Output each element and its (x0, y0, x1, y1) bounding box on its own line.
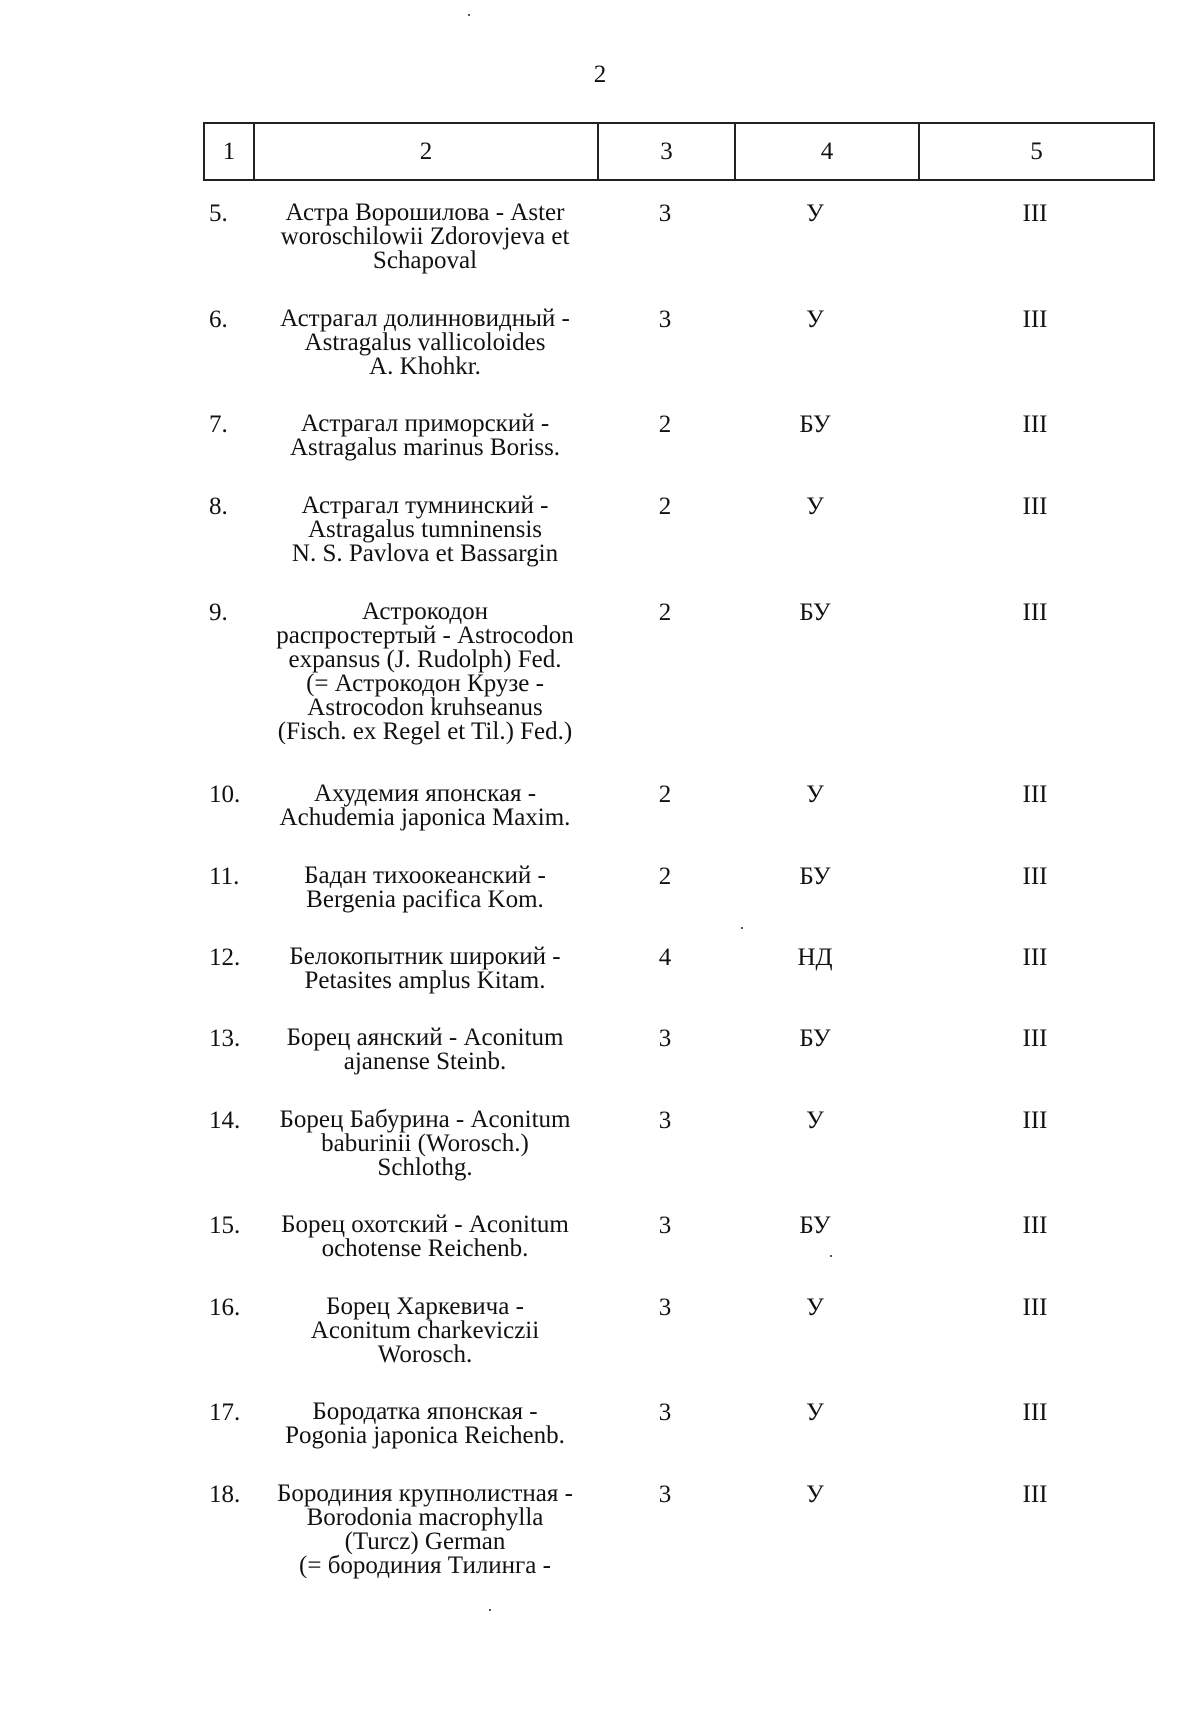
header-col-2: 2 (254, 123, 598, 180)
status-category: 2 (658, 781, 672, 808)
row-number: 7. (209, 411, 228, 438)
row-number: 11. (209, 863, 240, 890)
species-name-line: (Turcz) German (344, 1528, 506, 1555)
species-name-line: Petasites amplus Kitam. (304, 967, 546, 994)
protection-level: III (1022, 493, 1048, 520)
species-name-line: Астрагал долинновидный - (280, 305, 570, 332)
protection-level: III (1022, 781, 1048, 808)
status-category: 2 (658, 411, 672, 438)
status-code: НД (797, 944, 833, 971)
species-name-line: (Fisch. ex Regel et Til.) Fed.) (277, 718, 573, 745)
protection-level: III (1022, 863, 1048, 890)
status-code: У (806, 493, 824, 520)
protection-level: III (1022, 200, 1048, 227)
species-name-line: ajanense Steinb. (343, 1048, 507, 1075)
species-name-line: Ахудемия японская - (313, 780, 537, 807)
row-number: 15. (209, 1212, 241, 1239)
species-name (255, 1400, 595, 1448)
row-number: 6. (209, 306, 228, 333)
status-code: БУ (799, 599, 831, 626)
protection-level: III (1022, 1212, 1048, 1239)
status-code: У (806, 1481, 824, 1508)
status-category: 2 (658, 863, 672, 890)
species-name (255, 600, 595, 744)
species-name-line: Achudemia japonica Maxim. (279, 804, 571, 831)
species-name-line: expansus (J. Rudolph) Fed. (288, 646, 562, 673)
status-category: 3 (658, 306, 672, 333)
species-name-line: N. S. Pavlova et Bassargin (291, 540, 559, 567)
species-name-line: Борец аянский - Aconitum (286, 1024, 564, 1051)
species-name-line: A. Khohkr. (369, 353, 481, 380)
status-code: БУ (799, 1212, 831, 1239)
species-name-line: Борец Бабурина - Aconitum (279, 1106, 571, 1133)
species-name-line: Schapoval (372, 247, 478, 274)
scan-speck (468, 14, 470, 16)
protection-level: III (1022, 944, 1048, 971)
status-code: У (806, 306, 824, 333)
species-name-line: Borodonia macrophylla (306, 1504, 544, 1531)
species-name (255, 1108, 595, 1180)
table-header (203, 122, 1155, 181)
status-category: 4 (658, 944, 672, 971)
row-number: 12. (209, 944, 241, 971)
species-name-line: Astrocodon kruhseanus (307, 694, 543, 721)
species-name-line: Astragalus vallicoloides (304, 329, 546, 356)
species-name-line: ochotense Reichenb. (321, 1235, 529, 1262)
species-name (255, 1213, 595, 1261)
status-category: 3 (658, 1481, 672, 1508)
species-name (255, 945, 595, 993)
species-name-line: Astragalus marinus Boriss. (289, 434, 561, 461)
status-code: У (806, 1107, 824, 1134)
species-name-line: Астрагал тумнинский - (301, 492, 549, 519)
species-name-line: Борец охотский - Aconitum (281, 1211, 569, 1238)
status-code: У (806, 781, 824, 808)
species-name-line: (= Астрокодон Крузе - (306, 670, 544, 697)
protection-level: III (1022, 1399, 1048, 1426)
species-name-line: Борец Харкевича - (326, 1293, 524, 1320)
species-name (255, 307, 595, 379)
row-number: 18. (209, 1481, 241, 1508)
status-code: БУ (799, 411, 831, 438)
status-category: 3 (658, 1107, 672, 1134)
species-name (255, 494, 595, 566)
species-name-line: Worosch. (377, 1341, 473, 1368)
species-name-line: baburinii (Worosch.) (321, 1130, 529, 1157)
protection-level: III (1022, 1481, 1048, 1508)
species-name (255, 201, 595, 273)
species-name-line: woroschilowii Zdorovjeva et (280, 223, 570, 250)
status-code: БУ (799, 1025, 831, 1052)
species-name-line: распростертый - Astrocodon (276, 622, 574, 649)
protection-level: III (1022, 599, 1048, 626)
species-name-line: Schlothg. (377, 1154, 473, 1181)
status-code: У (806, 1399, 824, 1426)
species-name-line: Bergenia pacifica Kom. (306, 886, 544, 913)
status-category: 3 (658, 1025, 672, 1052)
species-name (255, 1295, 595, 1367)
header-col-4: 4 (735, 123, 919, 180)
species-name-line: Бородатка японская - (312, 1398, 538, 1425)
row-number: 17. (209, 1399, 241, 1426)
species-name-line: Бородиния крупнолистная - (277, 1480, 573, 1507)
status-category: 2 (658, 493, 672, 520)
status-category: 2 (658, 599, 672, 626)
species-name-line: Бадан тихоокеанский - (304, 862, 546, 889)
header-col-5: 5 (919, 123, 1154, 180)
species-name-line: Astragalus tumninensis (307, 516, 542, 543)
status-category: 3 (658, 1294, 672, 1321)
row-number: 14. (209, 1107, 241, 1134)
species-name (255, 782, 595, 830)
protection-level: III (1022, 306, 1048, 333)
row-number: 16. (209, 1294, 241, 1321)
row-number: 8. (209, 493, 228, 520)
species-name-line: Астрокодон (361, 598, 488, 625)
scan-speck (741, 927, 743, 929)
protection-level: III (1022, 1025, 1048, 1052)
species-name (255, 1482, 595, 1578)
status-category: 3 (658, 1212, 672, 1239)
row-number: 13. (209, 1025, 241, 1052)
row-number: 10. (209, 781, 241, 808)
protection-level: III (1022, 1294, 1048, 1321)
header-col-3: 3 (598, 123, 735, 180)
protection-level: III (1022, 1107, 1048, 1134)
status-category: 3 (658, 1399, 672, 1426)
status-category: 3 (658, 200, 672, 227)
scan-speck (830, 1255, 832, 1257)
species-name-line: Pogonia japonica Reichenb. (285, 1422, 565, 1449)
row-number: 5. (209, 200, 228, 227)
species-name-line: Белокопытник широкий - (289, 943, 561, 970)
species-name-line: (= бородиния Тилинга - (299, 1552, 551, 1579)
header-col-1: 1 (204, 123, 254, 180)
page-number: 2 (593, 61, 607, 88)
scan-speck (489, 1609, 491, 1611)
species-name-line: Астрагал приморский - (300, 410, 550, 437)
species-name (255, 864, 595, 912)
status-code: У (806, 200, 824, 227)
status-code: БУ (799, 863, 831, 890)
species-name-line: Астра Ворошилова - Aster (285, 199, 565, 226)
species-name (255, 1026, 595, 1074)
status-code: У (806, 1294, 824, 1321)
species-name-line: Aconitum charkeviczii (310, 1317, 540, 1344)
species-name (255, 412, 595, 460)
protection-level: III (1022, 411, 1048, 438)
row-number: 9. (209, 599, 228, 626)
